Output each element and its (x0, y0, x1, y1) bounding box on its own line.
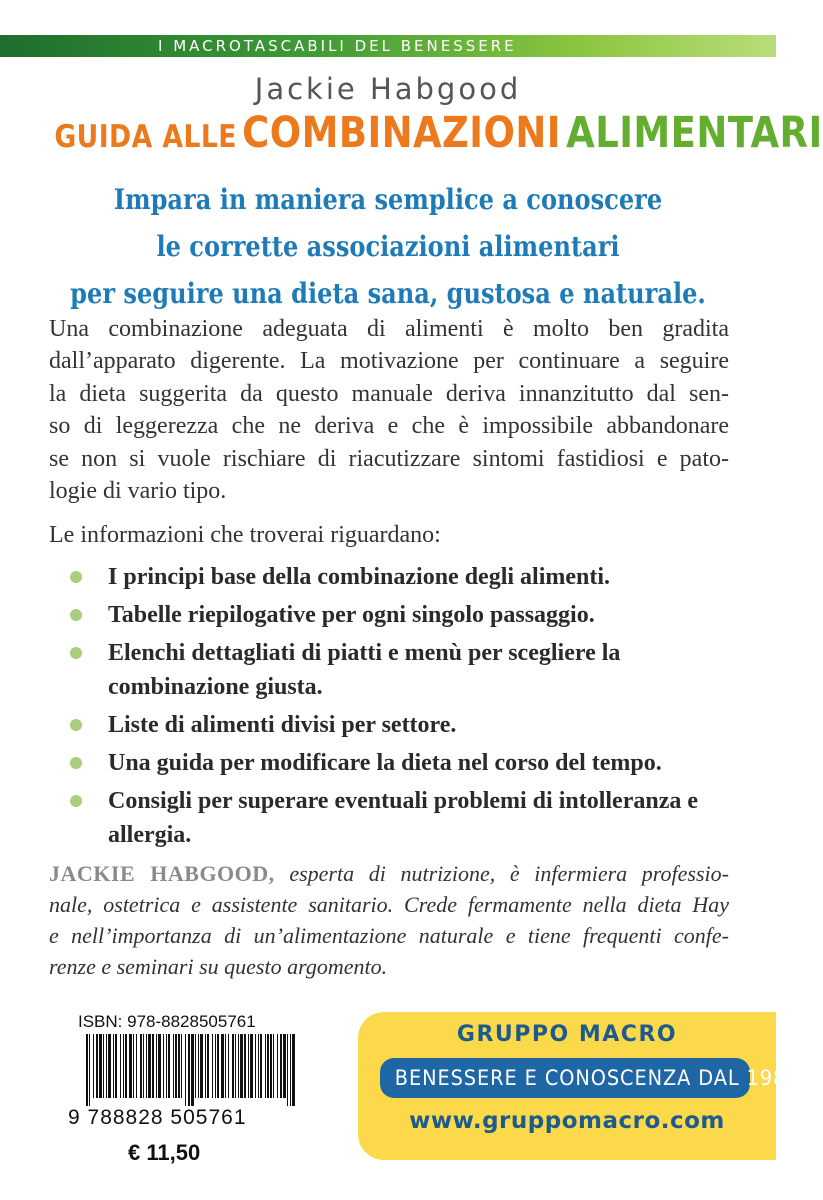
barcode-bar (108, 1034, 111, 1098)
bullet-dot-icon (70, 609, 82, 621)
list-item: Liste di alimenti divisi per settore. (66, 708, 736, 742)
barcode-bar (143, 1034, 144, 1098)
barcode-bar (168, 1034, 170, 1098)
barcode-bar (133, 1034, 134, 1098)
barcode-bar (221, 1034, 224, 1098)
barcode-bar (195, 1034, 196, 1098)
bio-line: JACKIE HABGOOD, esperta di nutrizione, è infermiera professio- (49, 861, 729, 886)
lead-line: le corrette associazioni alimentari (156, 230, 620, 263)
title-part-1: GUIDA ALLE (54, 119, 237, 155)
book-title (54, 108, 823, 158)
barcode-bar (120, 1034, 121, 1098)
barcode-bar (215, 1034, 216, 1098)
description-line: logie di vario tipo. (49, 478, 227, 505)
barcode-bar (156, 1034, 157, 1098)
barcode-digits: 9 788828 505761 (68, 1106, 247, 1129)
lead-line: Impara in maniera semplice a conoscere (113, 183, 663, 216)
barcode-bar (129, 1034, 132, 1098)
description-paragraph (49, 313, 729, 507)
publisher-url[interactable]: www.gruppomacro.com (409, 1108, 725, 1134)
barcode-bar (198, 1034, 199, 1098)
barcode-bar (146, 1034, 147, 1098)
bullet-dot-icon (70, 719, 82, 731)
barcode-bar (217, 1034, 219, 1098)
bullet-dot-icon (70, 795, 82, 807)
barcode-bar (287, 1034, 288, 1106)
barcode-bar (244, 1034, 246, 1098)
barcode-bar (163, 1034, 164, 1098)
barcode-bar (280, 1034, 282, 1098)
barcode-bar (232, 1034, 234, 1098)
barcode-bar (140, 1034, 142, 1098)
barcode-bar (238, 1034, 239, 1098)
author-name: Jackie Habgood (254, 72, 522, 106)
series-label: I MACROTASCABILI DEL BENESSERE (158, 37, 517, 55)
feature-list (66, 560, 736, 856)
barcode-bar (240, 1034, 243, 1098)
barcode-bar (89, 1034, 90, 1106)
bio-line: e nell’importanza di un’alimentazione naturale e tiene frequenti confe- (49, 923, 729, 948)
barcode-bar (250, 1034, 253, 1098)
barcode-bar (188, 1034, 190, 1106)
list-item: Una guida per modificare la dieta nel corso del tempo. (66, 746, 736, 780)
barcode-bar (212, 1034, 213, 1098)
description-line: Una combinazione adeguata di alimenti è molto ben gradita (49, 316, 729, 342)
barcode-bar (166, 1034, 167, 1098)
barcode-bar (258, 1034, 259, 1098)
barcode-bar (96, 1034, 98, 1098)
barcode-bar (123, 1034, 124, 1098)
author-bio (49, 858, 729, 982)
barcode-bar (292, 1034, 295, 1106)
barcode-bar (228, 1034, 229, 1098)
barcode-bar (136, 1034, 137, 1098)
barcode-bar (255, 1034, 256, 1098)
barcode-bar (103, 1034, 104, 1098)
publisher-tagline: BENESSERE E CONOSCENZA DAL 1987 (394, 1066, 800, 1090)
list-item: Elenchi dettagliati di piatti e menù per scegliere la combinazione giusta. (66, 636, 736, 704)
barcode-bar (115, 1034, 117, 1098)
description-line: la dieta suggerita da questo manuale deriva innanzitutto dal sen- (49, 380, 729, 407)
barcode-bar (267, 1034, 269, 1098)
description-line: dall’apparato digerente. La motivazione per continuare a seguire (49, 348, 729, 375)
title-part-2: COMBINAZIONI (242, 108, 561, 158)
barcode-bar (225, 1034, 226, 1098)
barcode-bar (248, 1034, 249, 1098)
barcode-bar (191, 1034, 194, 1106)
bio-line: renze e seminari su questo argomento. (49, 954, 388, 979)
barcode-bar (125, 1034, 127, 1098)
list-item: Tabelle riepilogative per ogni singolo passaggio. (66, 598, 736, 632)
barcode-bar (283, 1034, 286, 1098)
description-line: so di leggerezza che ne deriva e che è impossibile abbandonare (49, 413, 729, 440)
bullet-dot-icon (70, 757, 82, 769)
isbn-label: ISBN: 978-8828505761 (78, 1012, 256, 1031)
bio-author-name: JACKIE HABGOOD, (49, 861, 275, 886)
publisher-name: GRUPPO MACRO (456, 1022, 678, 1047)
lead-line: per seguire una dieta sana, gustosa e naturale. (70, 277, 706, 310)
list-item: Consigli per superare eventuali problemi di intolleranza e allergia. (66, 784, 736, 852)
bullet-dot-icon (70, 647, 82, 659)
barcode-bar (290, 1034, 291, 1106)
barcode-bar (152, 1034, 154, 1098)
list-item: I principi base della combinazione degli alimenti. (66, 560, 736, 594)
barcode-bar (173, 1034, 174, 1098)
barcode-bar (86, 1034, 88, 1106)
barcode (86, 1034, 296, 1106)
bio-line: nale, ostetrica e assistente sanitario. Crede fermamente nella dieta Hay (49, 892, 729, 917)
barcode-bar (205, 1034, 206, 1098)
title-part-3: ALIMENTARI (566, 108, 823, 158)
barcode-bar (181, 1034, 182, 1098)
barcode-bar (99, 1034, 102, 1098)
price: € 11,50 (128, 1140, 201, 1165)
lead-paragraph (0, 176, 776, 317)
barcode-bar (185, 1034, 186, 1106)
barcode-bar (106, 1034, 107, 1098)
barcode-bar (178, 1034, 180, 1098)
barcode-bar (158, 1034, 161, 1098)
barcode-bar (148, 1034, 151, 1098)
barcode-bar (270, 1034, 272, 1098)
barcode-bar (93, 1034, 94, 1098)
barcode-bar (113, 1034, 114, 1098)
barcode-bar (235, 1034, 236, 1098)
barcode-bar (175, 1034, 177, 1098)
description-line: se non si vuole rischiare di riacutizzare sintomi fastidiosi e pato- (49, 445, 729, 472)
barcode-bar (200, 1034, 203, 1098)
barcode-bar (207, 1034, 209, 1098)
barcode-bar (260, 1034, 262, 1098)
barcode-bar (265, 1034, 266, 1098)
bullets-intro: Le informazioni che troverai riguardano: (49, 522, 441, 548)
barcode-bar (273, 1034, 274, 1098)
bullet-dot-icon (70, 571, 82, 583)
barcode-bar (277, 1034, 278, 1098)
